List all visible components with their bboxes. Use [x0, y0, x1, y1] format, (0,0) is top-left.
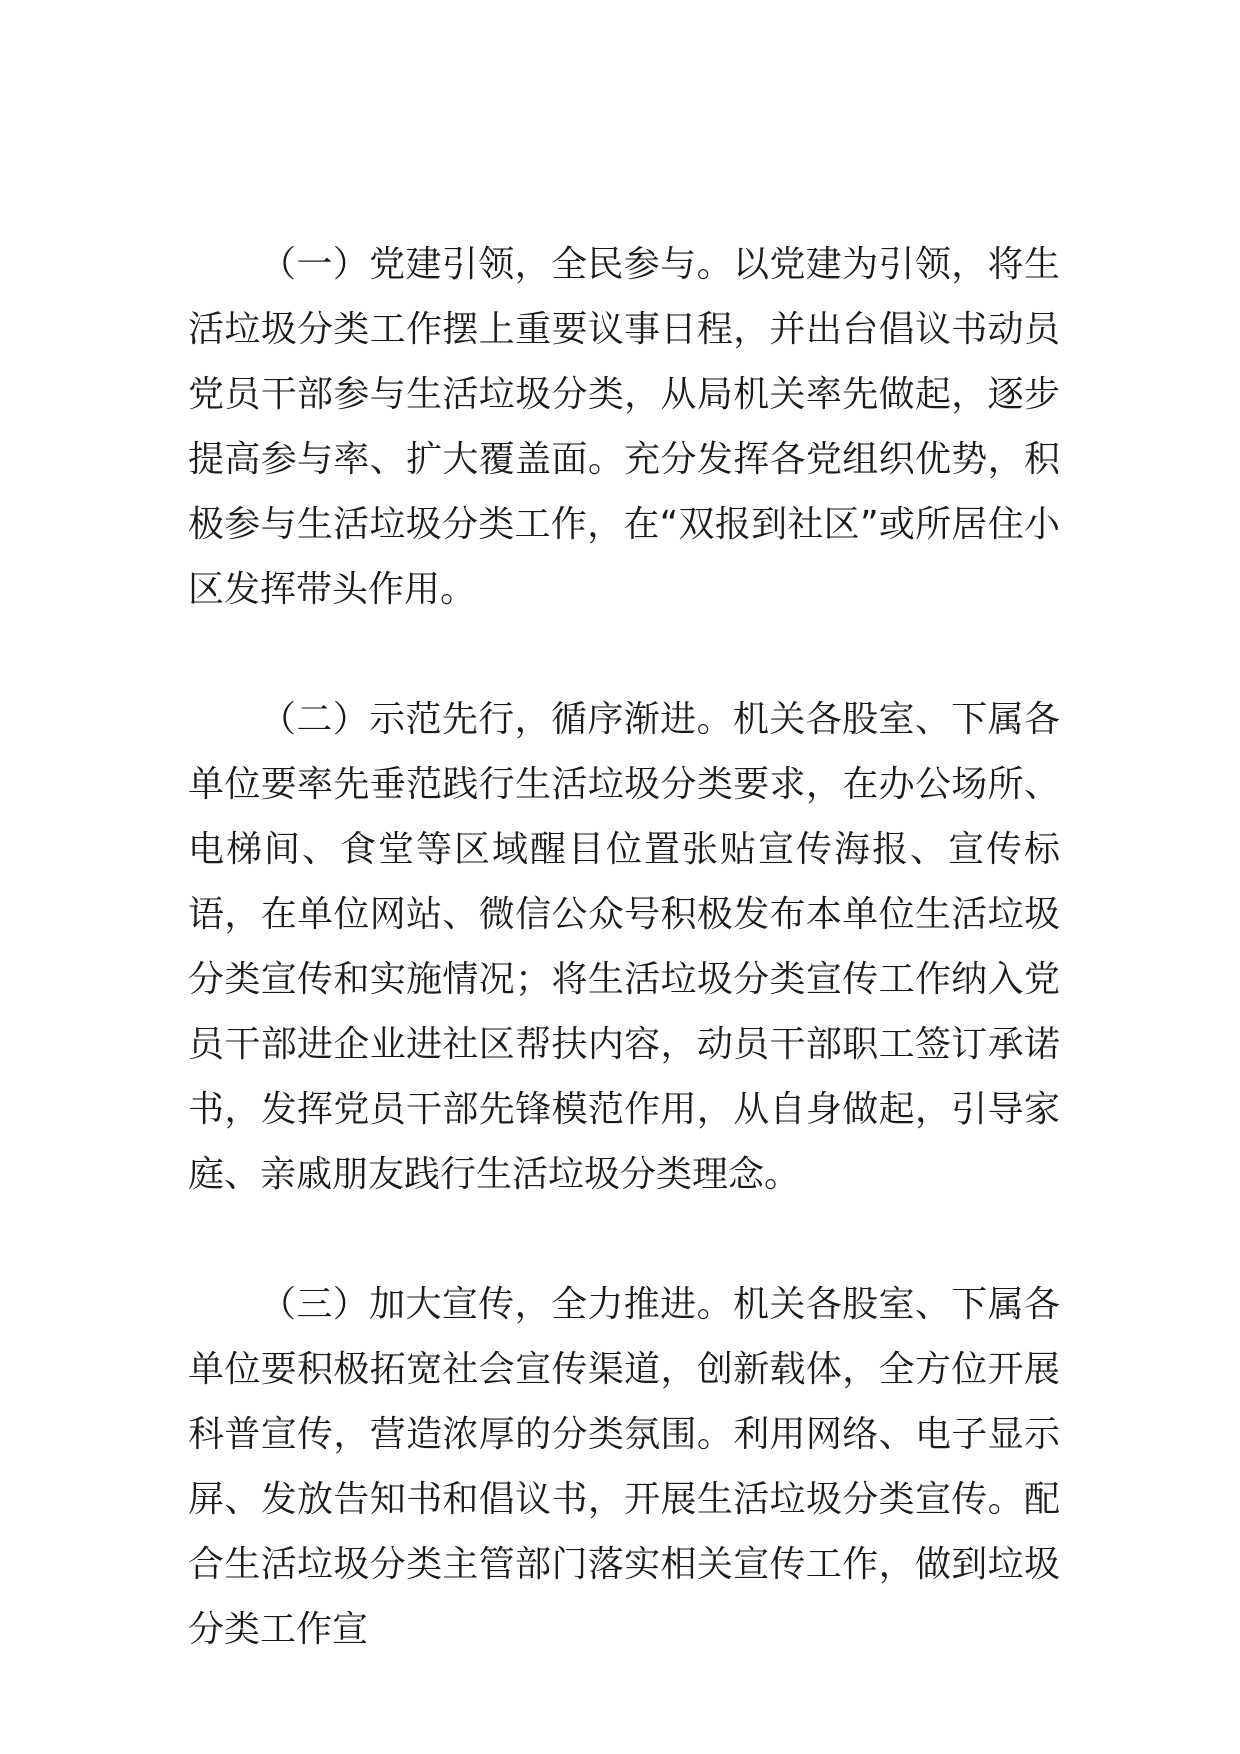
paragraph-party-building: （一）党建引领，全民参与。以党建为引领，将生活垃圾分类工作摆上重要议事日程，并出台倡议书动员党员干部参与生活垃圾分类，从局机关率先做起，逐步提高参与率、扩大覆盖面。充分发挥各党组织优势，积极参与生活垃圾分类工作，在“双报到社区”或所居住小区发挥带头作用。 — [188, 244, 1060, 610]
paragraph-publicity: （三）加大宣传，全力推进。机关各股室、下属各单位要积极拓宽社会宣传渠道，创新载体，全方位开展科普宣传，营造浓厚的分类氛围。利用网络、电子显示屏、发放告知书和倡议书，开展生活垃圾分类宣传。配合生活垃圾分类主管部门落实相关宣传工作，做到垃圾分类工作宣 — [188, 1284, 1060, 1650]
paragraph-demonstration: （二）示范先行，循序渐进。机关各股室、下属各单位要率先垂范践行生活垃圾分类要求，在办公场所、电梯间、食堂等区域醒目位置张贴宣传海报、宣传标语，在单位网站、微信公众号积极发布本单位生活垃圾分类宣传和实施情况；将生活垃圾分类宣传工作纳入党员干部进企业进社区帮扶内容，动员干部职工签订承诺书，发挥党员干部先锋模范作用，从自身做起，引导家庭、亲戚朋友践行生活垃圾分类理念。 — [188, 699, 1060, 1195]
document-body — [188, 232, 1060, 1662]
